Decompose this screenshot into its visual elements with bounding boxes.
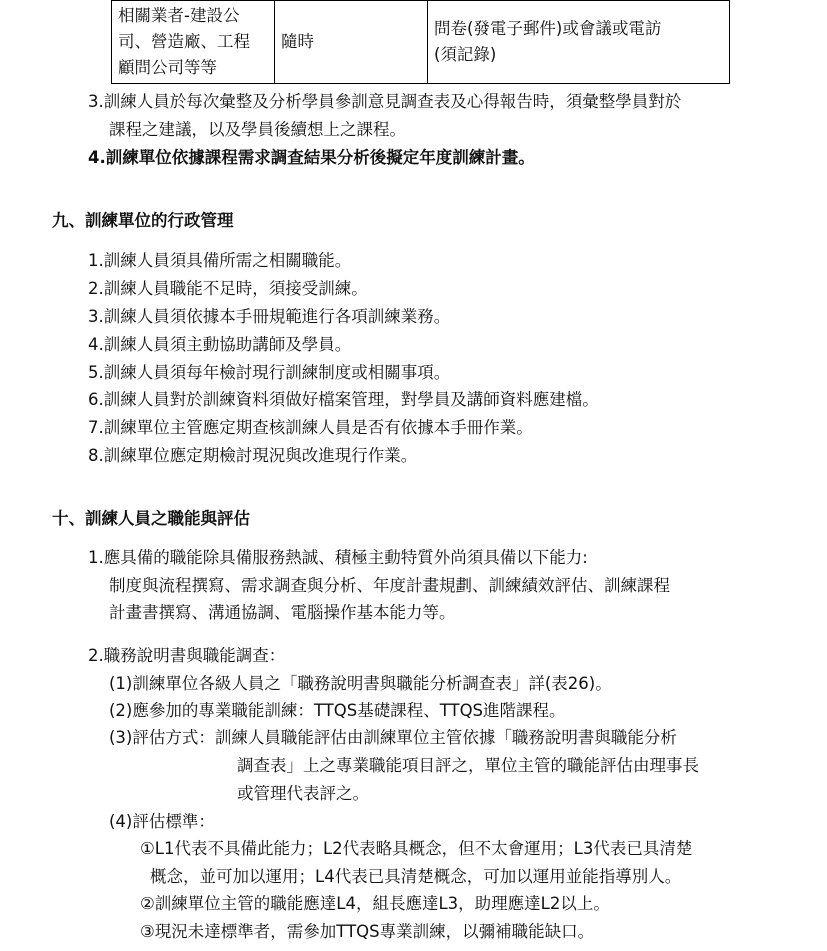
sub-item: (3)評估方式：訓練人員職能評估由訓練單位主管依據「職務說明書與職能分析 — [109, 728, 677, 747]
bold-paragraph: 4.訓練單位依據課程需求調查結果分析後擬定年度訓練計畫。 — [88, 148, 535, 167]
section-heading: 九、訓練單位的行政管理 — [52, 211, 234, 230]
list-item: 4.訓練人員須主動協助講師及學員。 — [88, 335, 352, 354]
stakeholder-table — [111, 0, 730, 84]
sub-item: (2)應參加的專業職能訓練：TTQS基礎課程、TTQS進階課程。 — [109, 701, 566, 720]
list-item: 2.訓練人員職能不足時，須接受訓練。 — [88, 279, 368, 298]
paragraph-line: 課程之建議，以及學員後續想上之課程。 — [109, 120, 406, 139]
paragraph-line: 1.應具備的職能除具備服務熱誠、積極主動特質外尚須具備以下能力: — [88, 548, 588, 567]
list-item: 3.訓練人員須依據本手冊規範進行各項訓練業務。 — [88, 307, 451, 326]
section-heading: 十、訓練人員之職能與評估 — [52, 509, 250, 528]
cell-line: (須記錄) — [434, 45, 497, 64]
list-item: 8.訓練單位應定期檢討現況與改進現行作業。 — [88, 446, 418, 465]
criteria-item: ①L1代表不具備此能力；L2代表略具概念，但不太會運用；L3代表已具清楚 — [140, 839, 693, 858]
list-item: 6.訓練人員對於訓練資料須做好檔案管理，對學員及講師資料應建檔。 — [88, 390, 599, 409]
paragraph-line: 制度與流程撰寫、需求調查與分析、年度計畫規劃、訓練績效評估、訓練課程 — [109, 576, 670, 595]
cell-line: 相關業者-建設公 — [118, 6, 240, 25]
criteria-continuation: 概念，並可加以運用；L4代表已具清楚概念，可加以運用並能指導別人。 — [150, 867, 682, 886]
paragraph-line: 3.訓練人員於每次彙整及分析學員參訓意見調查表及心得報告時，須彙整學員對於 — [88, 92, 682, 111]
cell-line: 顧問公司等等 — [118, 58, 217, 77]
sub-item: (4)評估標準： — [109, 812, 215, 831]
sub-item-continuation: 調查表」上之專業職能項目評之，單位主管的職能評估由理事長 — [237, 756, 699, 775]
list-item: 1.訓練人員須具備所需之相關職能。 — [88, 251, 352, 270]
criteria-item: ②訓練單位主管的職能應達L4，組長應達L3，助理應達L2以上。 — [140, 894, 610, 913]
table-row — [112, 1, 730, 84]
cell-line: 司、營造廠、工程 — [118, 32, 250, 51]
list-item: 7.訓練單位主管應定期查核訓練人員是否有依據本手冊作業。 — [88, 418, 533, 437]
subsection-heading: 2.職務說明書與職能調查： — [88, 646, 286, 665]
sub-item-continuation: 或管理代表評之。 — [237, 784, 369, 803]
sub-item: (1)訓練單位各級人員之「職務說明書與職能分析調查表」詳(表26)。 — [109, 674, 612, 693]
list-item: 5.訓練人員須每年檢討現行訓練制度或相關事項。 — [88, 363, 451, 382]
paragraph-line: 計畫書撰寫、溝通協調、電腦操作基本能力等。 — [109, 603, 456, 622]
cell-line: 問卷(發電子郵件)或會議或電訪 — [434, 19, 662, 38]
method-cell — [428, 1, 730, 84]
timing-cell: 隨時 — [275, 1, 428, 84]
criteria-item: ③現況未達標準者，需參加TTQS專業訓練，以彌補職能缺口。 — [140, 922, 595, 941]
stakeholder-cell — [112, 1, 275, 84]
